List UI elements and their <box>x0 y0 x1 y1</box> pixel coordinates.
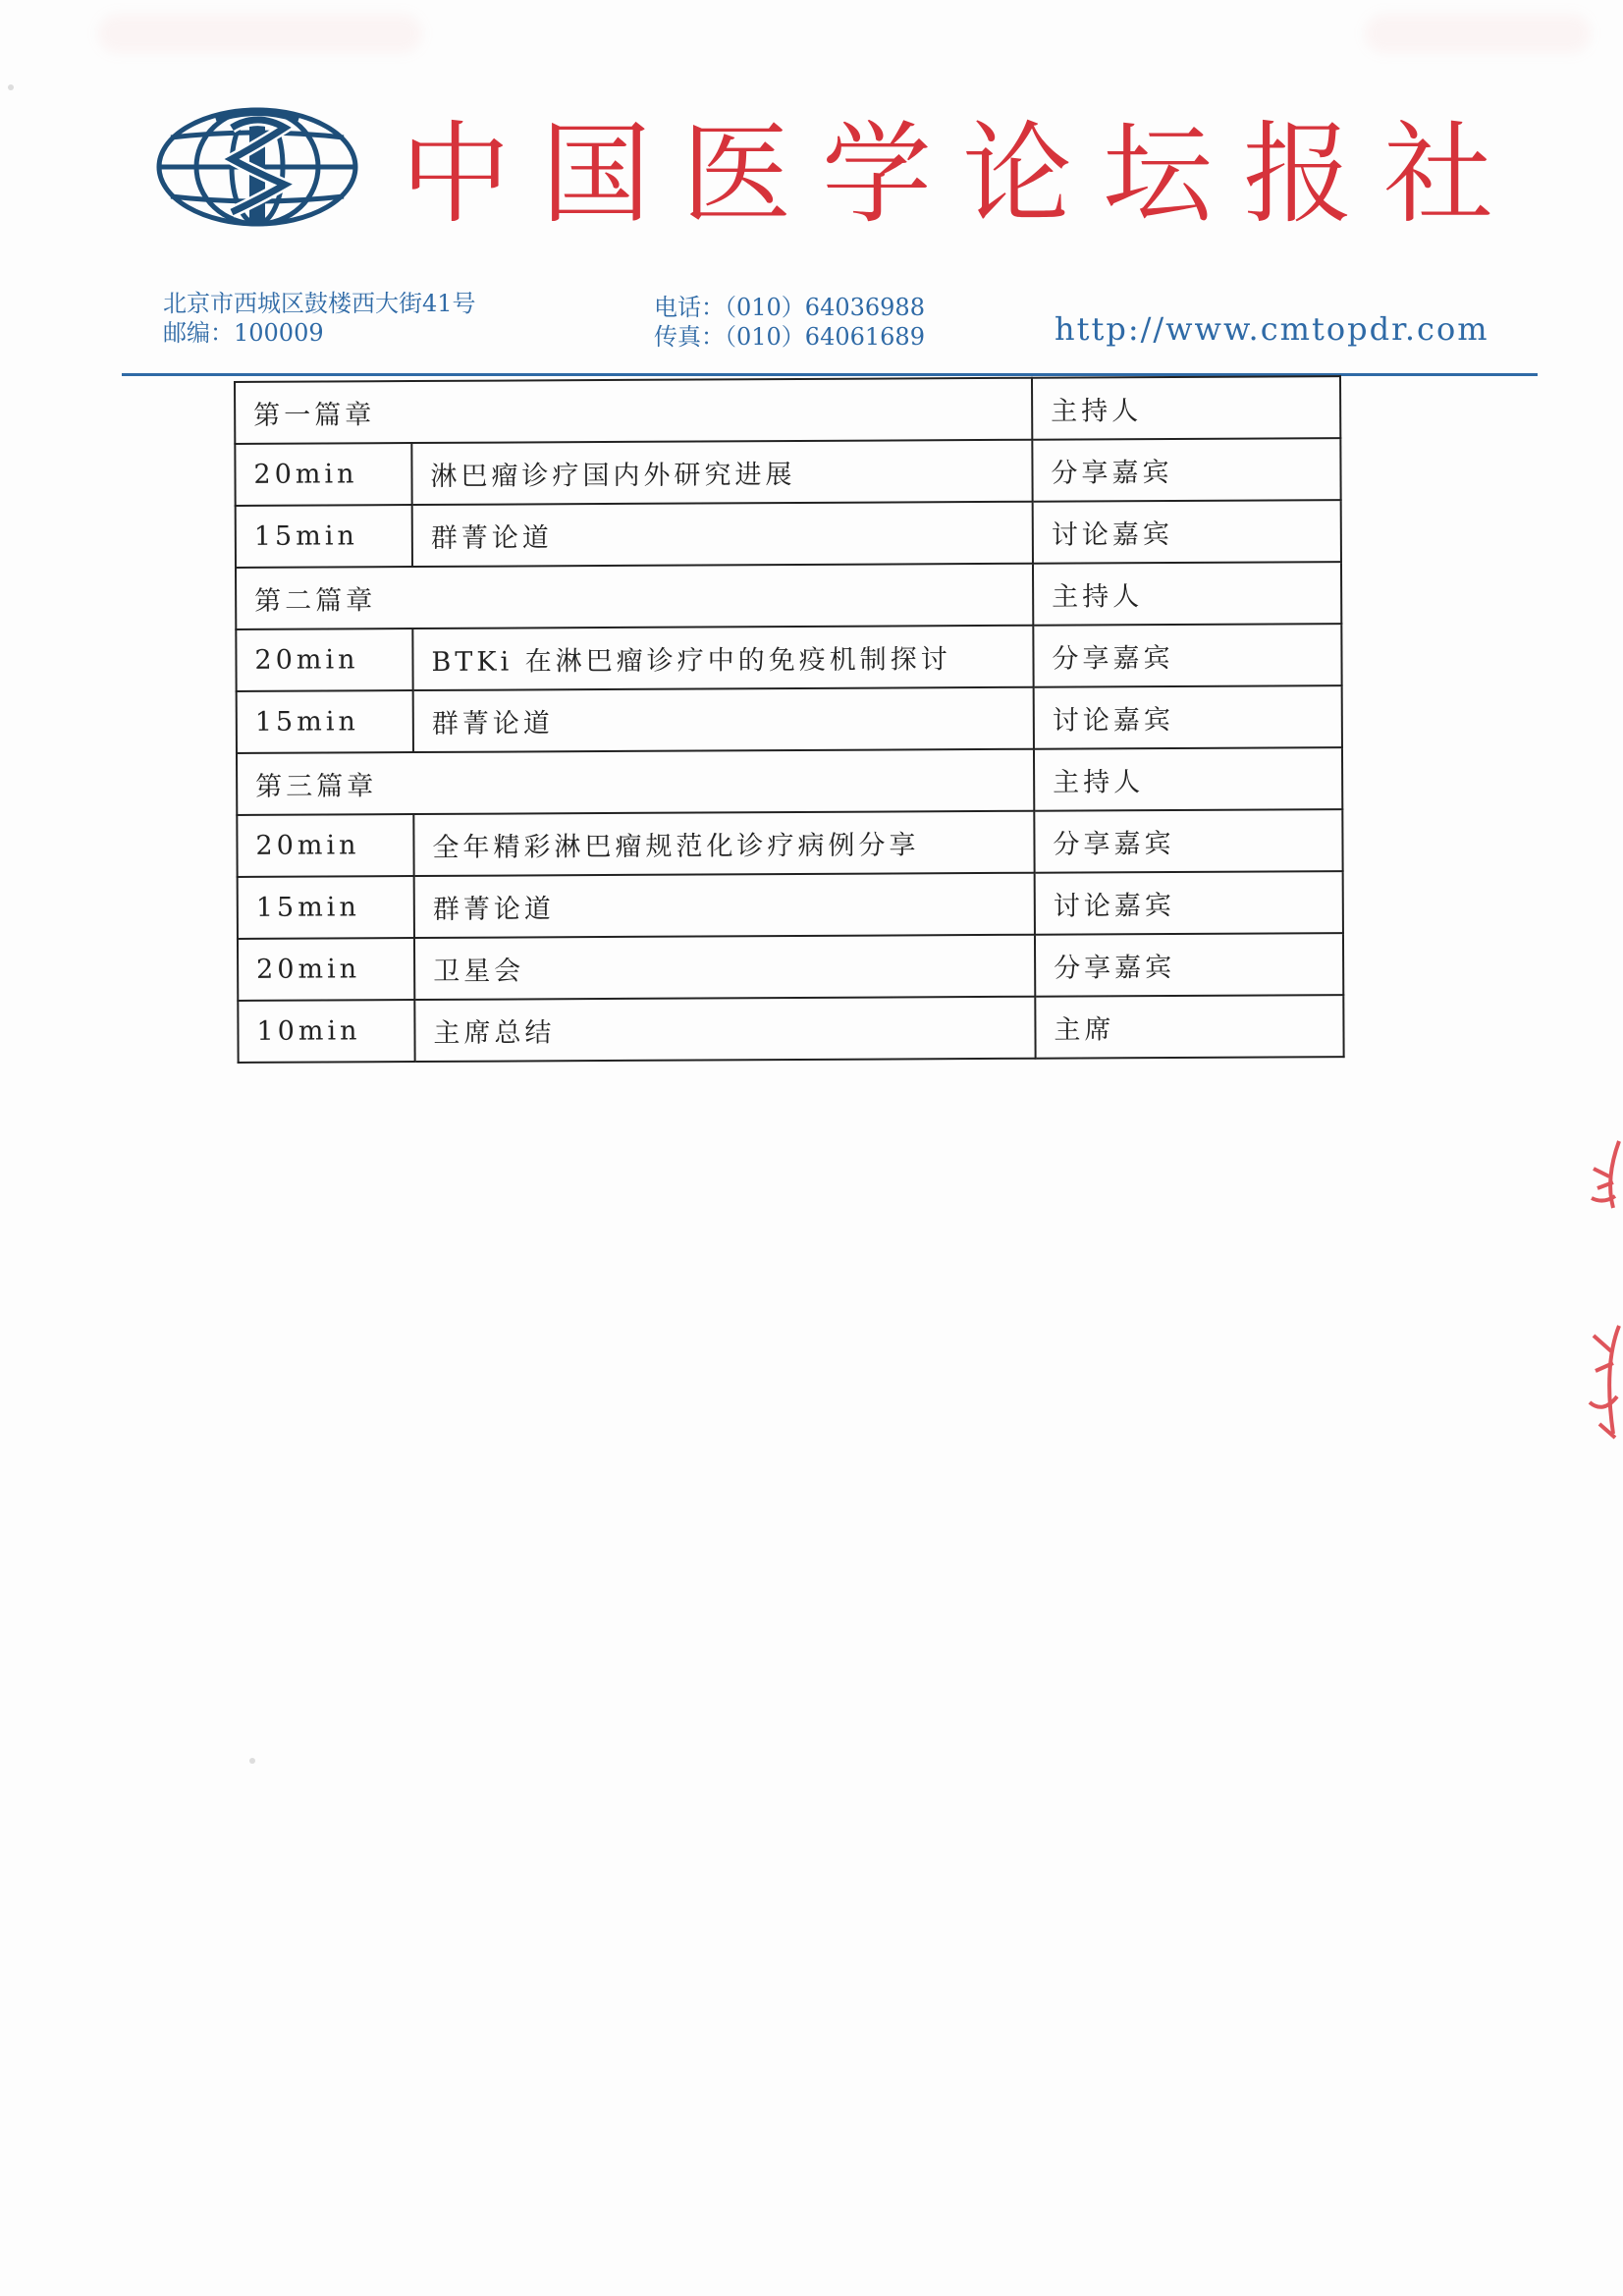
session-role: 讨论嘉宾 <box>1034 685 1342 749</box>
session-role: 讨论嘉宾 <box>1035 871 1343 935</box>
session-topic: 全年精彩淋巴瘤规范化诊疗病例分享 <box>413 811 1034 876</box>
session-role: 主席 <box>1035 995 1343 1059</box>
chapter-title: 第一篇章 <box>235 378 1032 444</box>
session-row <box>236 500 1341 568</box>
scan-artifact <box>1365 14 1591 53</box>
session-duration: 20min <box>237 814 413 877</box>
chapter-header-row <box>235 376 1340 444</box>
session-row <box>237 809 1342 877</box>
session-topic: 主席总结 <box>414 997 1035 1062</box>
session-row <box>237 685 1342 753</box>
schedule-table-container <box>234 375 1343 1064</box>
organization-name: 中国医学论坛报社 <box>401 111 1524 239</box>
session-row <box>236 624 1341 691</box>
session-duration: 15min <box>236 505 412 568</box>
session-topic: 群菁论道 <box>412 502 1033 567</box>
session-topic: 卫星会 <box>414 935 1035 1000</box>
contact-phone-block <box>654 293 925 352</box>
chapter-title: 第二篇章 <box>236 564 1033 629</box>
session-row <box>238 933 1343 1001</box>
session-duration: 15min <box>238 876 414 939</box>
session-topic: 群菁论道 <box>413 687 1034 752</box>
session-duration: 20min <box>238 938 414 1001</box>
chapter-header-row <box>237 747 1342 815</box>
contact-address-block <box>163 289 476 348</box>
chapter-role: 主持人 <box>1033 562 1341 626</box>
session-duration: 20min <box>235 443 411 506</box>
session-row <box>235 438 1340 506</box>
session-row <box>238 995 1343 1063</box>
schedule-table <box>234 375 1345 1064</box>
globe-caduceus-logo-icon <box>155 106 359 228</box>
chapter-role: 主持人 <box>1034 747 1342 811</box>
session-role: 分享嘉宾 <box>1033 624 1341 687</box>
session-topic: BTKi 在淋巴瘤诊疗中的免疫机制探讨 <box>412 626 1033 690</box>
session-role: 分享嘉宾 <box>1032 438 1340 502</box>
session-role: 分享嘉宾 <box>1035 933 1343 997</box>
session-topic: 淋巴瘤诊疗国内外研究进展 <box>411 440 1032 505</box>
red-seal-fragment-icon <box>1584 1139 1623 1453</box>
scan-speck <box>8 84 14 90</box>
session-role: 分享嘉宾 <box>1034 809 1342 873</box>
session-duration: 20min <box>236 629 412 691</box>
session-row <box>238 871 1343 939</box>
chapter-title: 第三篇章 <box>237 749 1034 815</box>
chapter-role: 主持人 <box>1032 376 1340 440</box>
session-role: 讨论嘉宾 <box>1033 500 1341 564</box>
session-topic: 群菁论道 <box>414 873 1035 938</box>
website-text: http://www.cmtopdr.com <box>1055 310 1489 348</box>
fax-text: 传真：（010）64061689 <box>654 323 925 351</box>
session-duration: 15min <box>237 690 413 753</box>
postcode-text: 邮编：100009 <box>163 319 324 347</box>
scan-artifact <box>98 14 422 53</box>
phone-text: 电话：（010）64036988 <box>654 294 925 321</box>
scan-speck <box>249 1758 255 1764</box>
chapter-header-row <box>236 562 1341 629</box>
session-duration: 10min <box>238 1000 414 1063</box>
address-text: 北京市西城区鼓楼西大街41号 <box>163 290 476 317</box>
